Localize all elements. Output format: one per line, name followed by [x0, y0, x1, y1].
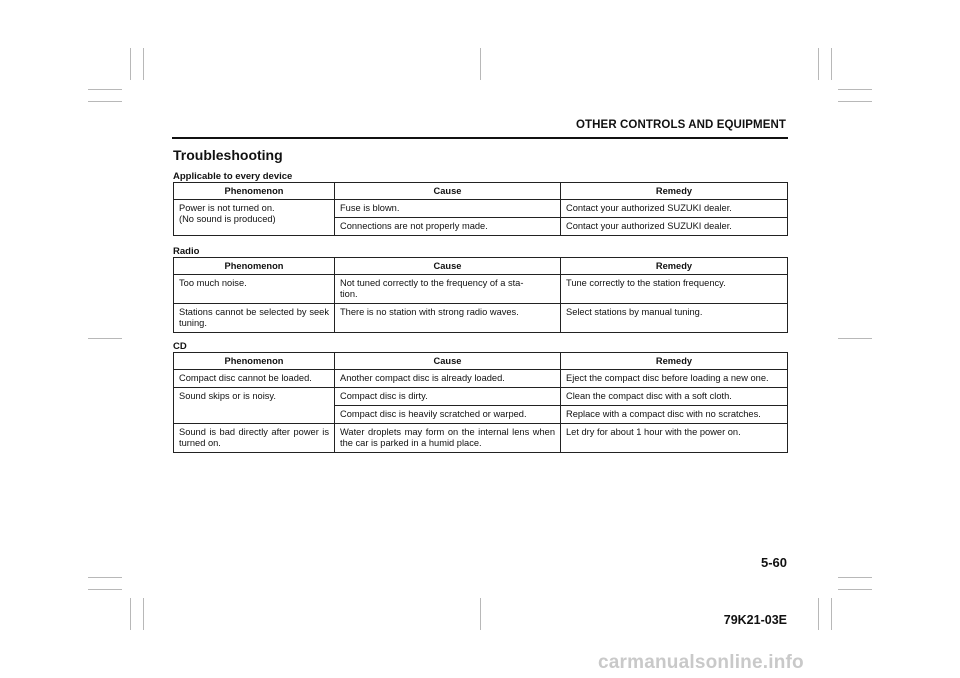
phenomenon-cell: Compact disc cannot be loaded. [174, 370, 335, 388]
crop-mark [88, 589, 122, 590]
troubleshooting-table-cd [173, 352, 788, 453]
remedy-cell: Replace with a compact disc with no scratches. [561, 406, 788, 424]
table-label-general: Applicable to every device [173, 171, 293, 182]
table-row [174, 424, 788, 453]
crop-mark [143, 598, 144, 630]
table-label-cd: CD [173, 341, 187, 352]
crop-mark [130, 598, 131, 630]
column-header-cause: Cause [335, 258, 561, 275]
remedy-cell: Select stations by manual tuning. [561, 304, 788, 333]
section-title: Troubleshooting [173, 147, 283, 163]
remedy-cell: Let dry for about 1 hour with the power on. [561, 424, 788, 453]
cause-cell: Not tuned correctly to the frequency of a sta- tion. [335, 275, 561, 304]
page-number: 5-60 [760, 555, 787, 570]
column-header-remedy: Remedy [561, 183, 788, 200]
table-label-radio: Radio [173, 246, 200, 257]
phenomenon-cell: Power is not turned on. (No sound is produced) [174, 200, 335, 236]
watermark: carmanualsonline.info [598, 652, 804, 673]
column-header-phenomenon: Phenomenon [174, 183, 335, 200]
column-header-cause: Cause [335, 183, 561, 200]
remedy-cell: Eject the compact disc before loading a new one. [561, 370, 788, 388]
cause-cell: Fuse is blown. [335, 200, 561, 218]
troubleshooting-table-radio [173, 257, 788, 333]
table-header-row [174, 183, 788, 200]
running-header: OTHER CONTROLS AND EQUIPMENT [575, 119, 786, 131]
crop-mark [480, 48, 481, 80]
column-header-remedy: Remedy [561, 353, 788, 370]
table-row [174, 275, 788, 304]
remedy-cell: Contact your authorized SUZUKI dealer. [561, 218, 788, 236]
phenomenon-cell: Too much noise. [174, 275, 335, 304]
cause-cell: Compact disc is dirty. [335, 388, 561, 406]
remedy-cell: Contact your authorized SUZUKI dealer. [561, 200, 788, 218]
crop-mark [480, 598, 481, 630]
phenomenon-cell: Stations cannot be selected by seek tuning. [174, 304, 335, 333]
table-row [174, 304, 788, 333]
table-header-row [174, 353, 788, 370]
cause-cell: Connections are not properly made. [335, 218, 561, 236]
header-rule [172, 137, 788, 139]
phenomenon-cell: Sound is bad directly after power is turned on. [174, 424, 335, 453]
crop-mark [130, 48, 131, 80]
column-header-cause: Cause [335, 353, 561, 370]
cause-cell: Water droplets may form on the internal lens when the car is parked in a humid place. [335, 424, 561, 453]
cause-cell: Another compact disc is already loaded. [335, 370, 561, 388]
remedy-cell: Clean the compact disc with a soft cloth. [561, 388, 788, 406]
crop-mark [818, 598, 819, 630]
crop-mark [838, 101, 872, 102]
crop-mark [838, 577, 872, 578]
crop-mark [831, 48, 832, 80]
remedy-cell: Tune correctly to the station frequency. [561, 275, 788, 304]
column-header-phenomenon: Phenomenon [174, 353, 335, 370]
troubleshooting-table-general [173, 182, 788, 236]
table-row [174, 388, 788, 406]
crop-mark [88, 338, 122, 339]
crop-mark [818, 48, 819, 80]
crop-mark [838, 589, 872, 590]
crop-mark [88, 89, 122, 90]
crop-mark [838, 89, 872, 90]
crop-mark [831, 598, 832, 630]
crop-mark [143, 48, 144, 80]
table-header-row [174, 258, 788, 275]
cause-cell: There is no station with strong radio waves. [335, 304, 561, 333]
table-row [174, 200, 788, 218]
crop-mark [838, 338, 872, 339]
crop-mark [88, 101, 122, 102]
document-code: 79K21-03E [723, 613, 787, 627]
phenomenon-cell: Sound skips or is noisy. [174, 388, 335, 424]
column-header-phenomenon: Phenomenon [174, 258, 335, 275]
crop-mark [88, 577, 122, 578]
column-header-remedy: Remedy [561, 258, 788, 275]
table-row [174, 370, 788, 388]
cause-cell: Compact disc is heavily scratched or warped. [335, 406, 561, 424]
